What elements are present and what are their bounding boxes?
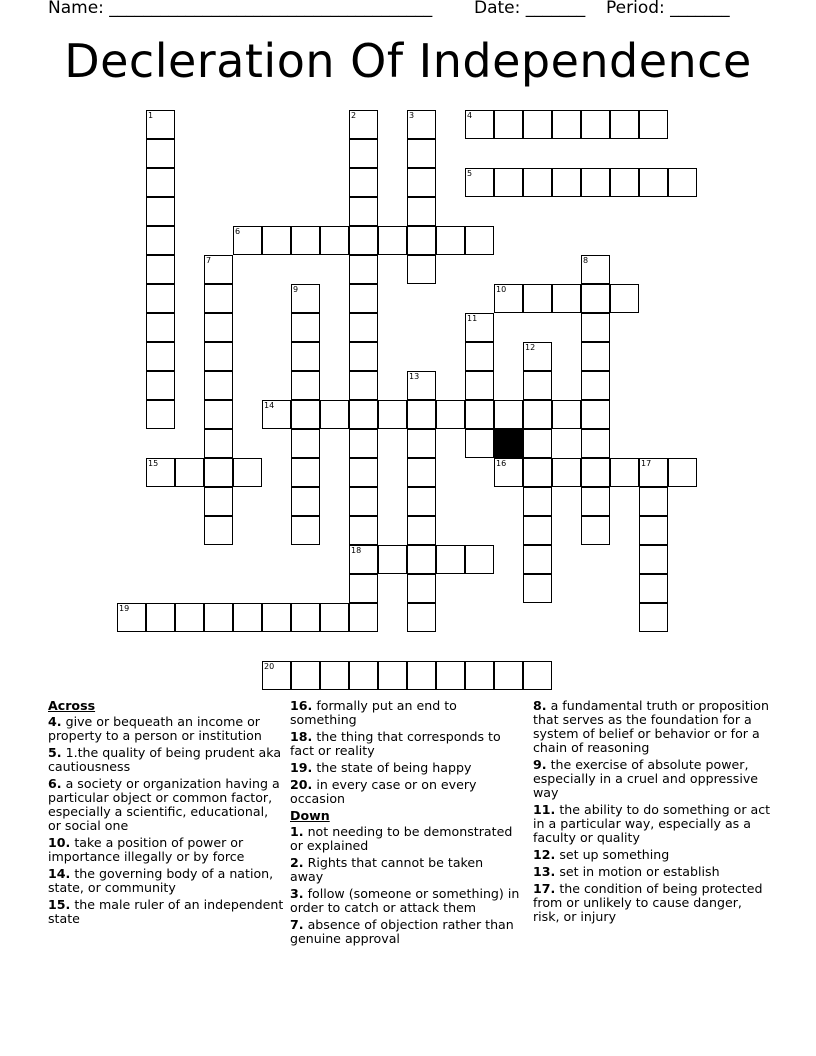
clue-text: take a position of power or importance illegally or by force — [48, 835, 245, 864]
clues-column-2 — [290, 699, 520, 949]
clue-across-10 — [48, 836, 284, 864]
grid-cell[interactable] — [465, 429, 494, 458]
grid-cell[interactable] — [465, 226, 494, 255]
clue-text: give or bequeath an income or property to a person or institution — [48, 714, 262, 743]
grid-cell[interactable] — [523, 545, 552, 574]
clue-across-20 — [290, 778, 520, 806]
clue-number: 18. — [290, 729, 313, 744]
clue-number-label: 15 — [148, 459, 159, 468]
grid-cell[interactable] — [262, 400, 291, 429]
clue-number-label: 16 — [496, 459, 507, 468]
grid-cell[interactable] — [146, 603, 175, 632]
grid-cell[interactable] — [552, 284, 581, 313]
grid-cell[interactable] — [320, 400, 349, 429]
grid-cell[interactable] — [204, 429, 233, 458]
clue-number-label: 11 — [467, 314, 478, 323]
grid-cell[interactable] — [320, 603, 349, 632]
clue-down-11 — [533, 803, 771, 845]
grid-cell[interactable] — [146, 400, 175, 429]
clue-number-label: 3 — [409, 111, 415, 120]
grid-cell[interactable] — [465, 110, 494, 139]
clue-across-4 — [48, 715, 284, 743]
grid-cell[interactable] — [552, 168, 581, 197]
grid-cell[interactable] — [378, 661, 407, 690]
grid-cell[interactable] — [349, 545, 378, 574]
grid-cell[interactable] — [494, 661, 523, 690]
grid-cell[interactable] — [291, 284, 320, 313]
grid-cell[interactable] — [233, 226, 262, 255]
grid-cell[interactable] — [146, 168, 175, 197]
grid-cell[interactable] — [581, 400, 610, 429]
grid-cell[interactable] — [465, 313, 494, 342]
grid-cell[interactable] — [581, 168, 610, 197]
clue-number-label: 17 — [641, 459, 652, 468]
clue-number: 14. — [48, 866, 71, 881]
grid-cell[interactable] — [204, 371, 233, 400]
grid-cell[interactable] — [349, 574, 378, 603]
grid-cell[interactable] — [610, 458, 639, 487]
clue-number-label: 20 — [264, 662, 275, 671]
clue-across-18 — [290, 730, 520, 758]
grid-cell[interactable] — [494, 458, 523, 487]
grid-cell[interactable] — [639, 603, 668, 632]
clue-number-label: 12 — [525, 343, 536, 352]
grid-cell[interactable] — [436, 545, 465, 574]
clue-text: absence of objection rather than genuine approval — [290, 917, 514, 946]
period-field[interactable]: Period: _______ — [606, 0, 730, 18]
grid-cell[interactable] — [639, 574, 668, 603]
grid-cell[interactable] — [349, 110, 378, 139]
grid-cell[interactable] — [146, 139, 175, 168]
grid-cell[interactable] — [494, 110, 523, 139]
grid-cell[interactable] — [146, 371, 175, 400]
grid-cell[interactable] — [610, 168, 639, 197]
clue-number: 2. — [290, 855, 304, 870]
grid-cell[interactable] — [407, 487, 436, 516]
clue-text: formally put an end to something — [290, 698, 457, 727]
clue-number: 19. — [290, 760, 313, 775]
grid-cell[interactable] — [436, 400, 465, 429]
grid-cell[interactable] — [349, 603, 378, 632]
grid-cell[interactable] — [407, 458, 436, 487]
clue-text: the exercise of absolute power, especially in a cruel and oppressive way — [533, 757, 759, 800]
grid-cell[interactable] — [349, 429, 378, 458]
grid-cell[interactable] — [639, 110, 668, 139]
clue-text: set in motion or establish — [559, 864, 720, 879]
grid-cell[interactable] — [349, 255, 378, 284]
grid-cell[interactable] — [349, 313, 378, 342]
clue-text: the condition of being protected from or unlikely to cause danger, risk, or injury — [533, 881, 763, 924]
grid-cell[interactable] — [146, 458, 175, 487]
clue-number: 17. — [533, 881, 556, 896]
clue-text: set up something — [559, 847, 670, 862]
grid-cell[interactable] — [291, 313, 320, 342]
clue-text: the male ruler of an independent state — [48, 897, 284, 926]
grid-cell[interactable] — [639, 545, 668, 574]
grid-cell[interactable] — [581, 110, 610, 139]
page-title: Decleration Of Independence — [64, 34, 752, 88]
grid-cell[interactable] — [146, 226, 175, 255]
grid-cell[interactable] — [668, 458, 697, 487]
grid-cell[interactable] — [523, 371, 552, 400]
clue-number-label: 4 — [467, 111, 473, 120]
clue-across-5 — [48, 746, 284, 774]
grid-cell[interactable] — [146, 342, 175, 371]
grid-cell[interactable] — [204, 342, 233, 371]
grid-cell[interactable] — [436, 226, 465, 255]
grid-cell[interactable] — [407, 371, 436, 400]
clue-across-14 — [48, 867, 284, 895]
clue-number-label: 19 — [119, 604, 130, 613]
grid-cell[interactable] — [465, 342, 494, 371]
grid-cell[interactable] — [291, 487, 320, 516]
grid-cell[interactable] — [581, 458, 610, 487]
grid-cell[interactable] — [146, 284, 175, 313]
grid-cell[interactable] — [523, 168, 552, 197]
grid-cell[interactable] — [146, 110, 175, 139]
grid-cell[interactable] — [465, 400, 494, 429]
grid-cell[interactable] — [407, 110, 436, 139]
grid-cell[interactable] — [175, 603, 204, 632]
grid-cell[interactable] — [407, 400, 436, 429]
clue-down-3 — [290, 887, 520, 915]
clue-number: 12. — [533, 847, 556, 862]
grid-cell[interactable] — [407, 661, 436, 690]
grid-cell[interactable] — [378, 400, 407, 429]
grid-cell[interactable] — [465, 661, 494, 690]
clue-text: Rights that cannot be taken away — [290, 855, 484, 884]
grid-cell[interactable] — [610, 110, 639, 139]
grid-cell[interactable] — [639, 516, 668, 545]
clue-number: 6. — [48, 776, 62, 791]
grid-cell[interactable] — [581, 313, 610, 342]
grid-cell[interactable] — [523, 574, 552, 603]
clue-number-label: 8 — [583, 256, 589, 265]
clue-down-2 — [290, 856, 520, 884]
clue-number-label: 10 — [496, 285, 507, 294]
grid-cell[interactable] — [291, 516, 320, 545]
grid-cell[interactable] — [291, 458, 320, 487]
date-field[interactable]: Date: _______ — [474, 0, 586, 18]
grid-cell[interactable] — [349, 458, 378, 487]
grid-cell[interactable] — [523, 487, 552, 516]
grid-cell[interactable] — [552, 400, 581, 429]
grid-cell[interactable] — [436, 661, 465, 690]
grid-cell[interactable] — [639, 458, 668, 487]
grid-cell[interactable] — [378, 545, 407, 574]
grid-cell[interactable] — [349, 226, 378, 255]
clue-text: the governing body of a nation, state, or community — [48, 866, 274, 895]
grid-cell[interactable] — [117, 603, 146, 632]
down-heading: Down — [290, 808, 330, 823]
clue-number: 9. — [533, 757, 547, 772]
grid-cell[interactable] — [581, 371, 610, 400]
clue-number: 5. — [48, 745, 62, 760]
grid-cell[interactable] — [581, 284, 610, 313]
grid-cell[interactable] — [407, 516, 436, 545]
grid-cell[interactable] — [320, 661, 349, 690]
grid-cell[interactable] — [349, 661, 378, 690]
clue-number: 11. — [533, 802, 556, 817]
grid-cell[interactable] — [204, 400, 233, 429]
clue-number: 13. — [533, 864, 556, 879]
clues-column-3 — [533, 699, 771, 927]
grid-cell[interactable] — [349, 139, 378, 168]
clue-text: not needing to be demonstrated or explained — [290, 824, 513, 853]
grid-cell[interactable] — [523, 458, 552, 487]
clue-text: 1.the quality of being prudent aka cautiousness — [48, 745, 282, 774]
grid-cell[interactable] — [233, 458, 262, 487]
clue-text: follow (someone or something) in order to catch or attack them — [290, 886, 520, 915]
clue-number: 16. — [290, 698, 313, 713]
clue-number-label: 6 — [235, 227, 241, 236]
grid-cell[interactable] — [407, 545, 436, 574]
grid-cell[interactable] — [407, 139, 436, 168]
grid-cell[interactable] — [523, 342, 552, 371]
grid-cell[interactable] — [465, 545, 494, 574]
clue-number-label: 2 — [351, 111, 357, 120]
clue-across-6 — [48, 777, 284, 833]
clue-text: a fundamental truth or proposition that serves as the foundation for a system of belief or behavior or for a chain of reasoning — [533, 698, 769, 755]
grid-cell[interactable] — [204, 255, 233, 284]
clue-number-label: 5 — [467, 169, 473, 178]
grid-cell[interactable] — [494, 400, 523, 429]
name-field[interactable]: Name: ______________________________________ — [48, 0, 433, 18]
clue-down-13 — [533, 865, 771, 879]
clue-text: the ability to do something or act in a particular way, especially as a faculty or quality — [533, 802, 771, 845]
grid-cell[interactable] — [320, 226, 349, 255]
grid-cell[interactable] — [523, 429, 552, 458]
clue-down-12 — [533, 848, 771, 862]
grid-cell[interactable] — [581, 255, 610, 284]
clue-number-label: 9 — [293, 285, 299, 294]
grid-cell[interactable] — [407, 168, 436, 197]
grid-cell[interactable] — [349, 516, 378, 545]
grid-cell[interactable] — [581, 342, 610, 371]
clue-down-8 — [533, 699, 771, 755]
grid-cell[interactable] — [349, 284, 378, 313]
grid-cell[interactable] — [639, 168, 668, 197]
clue-number-label: 13 — [409, 372, 420, 381]
grid-cell[interactable] — [407, 197, 436, 226]
grid-cell[interactable] — [349, 197, 378, 226]
grid-cell[interactable] — [552, 110, 581, 139]
grid-cell[interactable] — [291, 661, 320, 690]
grid-cell[interactable] — [349, 342, 378, 371]
grid-cell[interactable] — [581, 487, 610, 516]
grid-cell[interactable] — [291, 400, 320, 429]
grid-cell[interactable] — [349, 487, 378, 516]
grid-cell[interactable] — [523, 516, 552, 545]
clue-down-17 — [533, 882, 771, 924]
grid-cell[interactable] — [523, 661, 552, 690]
grid-cell[interactable] — [262, 226, 291, 255]
clue-down-7 — [290, 918, 520, 946]
clue-number-label: 7 — [206, 256, 212, 265]
clue-number: 3. — [290, 886, 304, 901]
grid-cell[interactable] — [668, 168, 697, 197]
grid-cell[interactable] — [349, 371, 378, 400]
grid-cell[interactable] — [204, 284, 233, 313]
grid-cell[interactable] — [233, 603, 262, 632]
clue-number: 7. — [290, 917, 304, 932]
grid-cell[interactable] — [291, 226, 320, 255]
clue-number: 10. — [48, 835, 71, 850]
grid-cell[interactable] — [407, 603, 436, 632]
clue-text: a society or organization having a particular object or common factor, especially a scientific, educational, or social one — [48, 776, 280, 833]
grid-cell[interactable] — [581, 516, 610, 545]
grid-cell[interactable] — [610, 284, 639, 313]
grid-cell[interactable] — [378, 226, 407, 255]
grid-cell[interactable] — [204, 487, 233, 516]
clue-number: 4. — [48, 714, 62, 729]
black-cell — [494, 429, 523, 458]
grid-cell[interactable] — [291, 342, 320, 371]
grid-cell[interactable] — [494, 284, 523, 313]
grid-cell[interactable] — [349, 168, 378, 197]
across-heading: Across — [48, 698, 96, 713]
grid-cell[interactable] — [494, 168, 523, 197]
clue-across-19 — [290, 761, 520, 775]
grid-cell[interactable] — [146, 255, 175, 284]
grid-cell[interactable] — [204, 458, 233, 487]
clue-down-1 — [290, 825, 520, 853]
grid-cell[interactable] — [291, 429, 320, 458]
grid-cell[interactable] — [552, 458, 581, 487]
grid-cell[interactable] — [639, 487, 668, 516]
grid-cell[interactable] — [204, 603, 233, 632]
clues-column-1 — [48, 699, 284, 929]
clue-number: 20. — [290, 777, 313, 792]
grid-cell[interactable] — [146, 313, 175, 342]
clue-text: in every case or on every occasion — [290, 777, 477, 806]
grid-cell[interactable] — [407, 429, 436, 458]
grid-cell[interactable] — [465, 168, 494, 197]
grid-cell[interactable] — [262, 603, 291, 632]
grid-cell[interactable] — [291, 371, 320, 400]
grid-cell[interactable] — [523, 400, 552, 429]
clue-number-label: 18 — [351, 546, 362, 555]
grid-cell[interactable] — [407, 226, 436, 255]
grid-cell[interactable] — [204, 313, 233, 342]
grid-cell[interactable] — [581, 429, 610, 458]
clue-number-label: 14 — [264, 401, 275, 410]
clue-number: 8. — [533, 698, 547, 713]
grid-cell[interactable] — [291, 603, 320, 632]
clue-down-9 — [533, 758, 771, 800]
clue-number: 15. — [48, 897, 71, 912]
grid-cell[interactable] — [349, 400, 378, 429]
grid-cell[interactable] — [204, 516, 233, 545]
grid-cell[interactable] — [146, 197, 175, 226]
clue-across-16 — [290, 699, 520, 727]
grid-cell[interactable] — [523, 284, 552, 313]
clue-across-15 — [48, 898, 284, 926]
grid-cell[interactable] — [407, 255, 436, 284]
clue-text: the state of being happy — [316, 760, 472, 775]
grid-cell[interactable] — [523, 110, 552, 139]
clue-number: 1. — [290, 824, 304, 839]
grid-cell[interactable] — [465, 371, 494, 400]
grid-cell[interactable] — [407, 574, 436, 603]
grid-cell[interactable] — [262, 661, 291, 690]
clue-text: the thing that corresponds to fact or reality — [290, 729, 501, 758]
clue-number-label: 1 — [148, 111, 154, 120]
grid-cell[interactable] — [175, 458, 204, 487]
